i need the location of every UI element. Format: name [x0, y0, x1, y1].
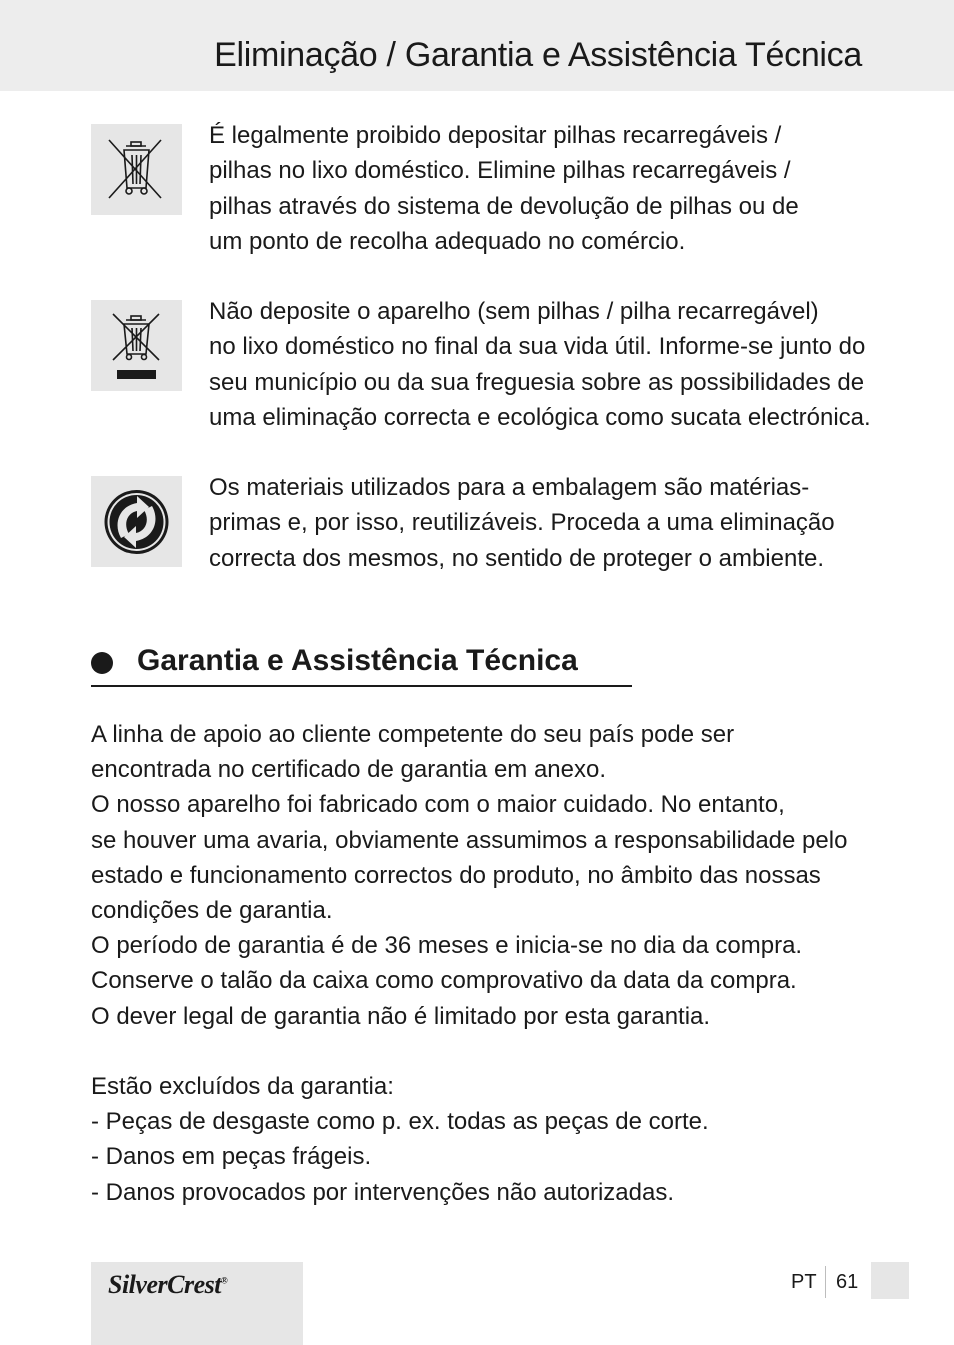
- text-line: Conserve o talão da caixa como comprovativo da data da compra.: [91, 967, 797, 995]
- text-line: Não deposite o aparelho (sem pilhas / pilha recarregável): [209, 298, 819, 325]
- text-line: um ponto de recolha adequado no comércio.: [209, 227, 686, 255]
- battery-disposal-text: [209, 118, 869, 259]
- footer-marker: [871, 1262, 909, 1299]
- list-item: - Peças de desgaste como p. ex. todas as peças de corte.: [91, 1108, 709, 1136]
- text-line: O dever legal de garantia não é limitado por esta garantia.: [91, 1002, 711, 1030]
- text-line: A linha de apoio ao cliente competente do seu país pode ser: [91, 721, 735, 748]
- brand-logo-text: SilverCrest®: [108, 1270, 228, 1299]
- text-line: primas e, por isso, reutilizáveis. Proceda a uma eliminação: [209, 509, 835, 537]
- text-line: pilhas no lixo doméstico. Elimine pilhas recarregáveis /: [209, 157, 791, 185]
- text-line: Os materiais utilizados para a embalagem são matérias-: [209, 474, 810, 501]
- section-heading: [91, 640, 632, 687]
- crossed-bin-weee-icon: [91, 300, 182, 391]
- text-line: se houver uma avaria, obviamente assumimos a responsabilidade pelo: [91, 826, 848, 854]
- crossed-bin-battery-icon: [91, 124, 182, 215]
- text-line: encontrada no certificado de garantia em anexo.: [91, 756, 607, 784]
- brand-logo: [91, 1262, 303, 1345]
- bullet-icon: [91, 652, 113, 674]
- footer-divider: [825, 1266, 826, 1298]
- list-item: - Danos provocados por intervenções não autorizadas.: [91, 1178, 675, 1206]
- text-line: correcta dos mesmos, no sentido de proteger o ambiente.: [209, 544, 824, 572]
- text-line: O nosso aparelho foi fabricado com o maior cuidado. No entanto,: [91, 791, 785, 819]
- exclusions-intro: Estão excluídos da garantia:: [91, 1073, 394, 1100]
- device-disposal-text: [209, 294, 869, 435]
- text-line: condições de garantia.: [91, 897, 333, 925]
- warranty-paragraph: [91, 717, 871, 1034]
- page-number: 61: [836, 1271, 859, 1293]
- text-line: O período de garantia é de 36 meses e inicia-se no dia da compra.: [91, 932, 803, 960]
- text-line: É legalmente proibido depositar pilhas recarregáveis /: [209, 122, 782, 149]
- language-code: PT: [791, 1271, 817, 1293]
- packaging-disposal-text: [209, 470, 869, 576]
- text-line: uma eliminação correcta e ecológica como sucata electrónica.: [209, 403, 871, 431]
- green-dot-recycling-icon: [91, 476, 182, 567]
- text-line: pilhas através do sistema de devolução de pilhas ou de: [209, 192, 799, 220]
- text-line: estado e funcionamento correctos do produto, no âmbito das nossas: [91, 861, 821, 889]
- page-title: Eliminação / Garantia e Assistência Técnica: [214, 36, 862, 74]
- list-item: - Danos em peças frágeis.: [91, 1143, 372, 1171]
- exclusions-list: [91, 1069, 871, 1210]
- text-line: no lixo doméstico no final da sua vida útil. Informe-se junto do: [209, 333, 866, 361]
- section-heading-text: Garantia e Assistência Técnica: [137, 644, 578, 677]
- text-line: seu município ou da sua freguesia sobre as possibilidades de: [209, 368, 865, 396]
